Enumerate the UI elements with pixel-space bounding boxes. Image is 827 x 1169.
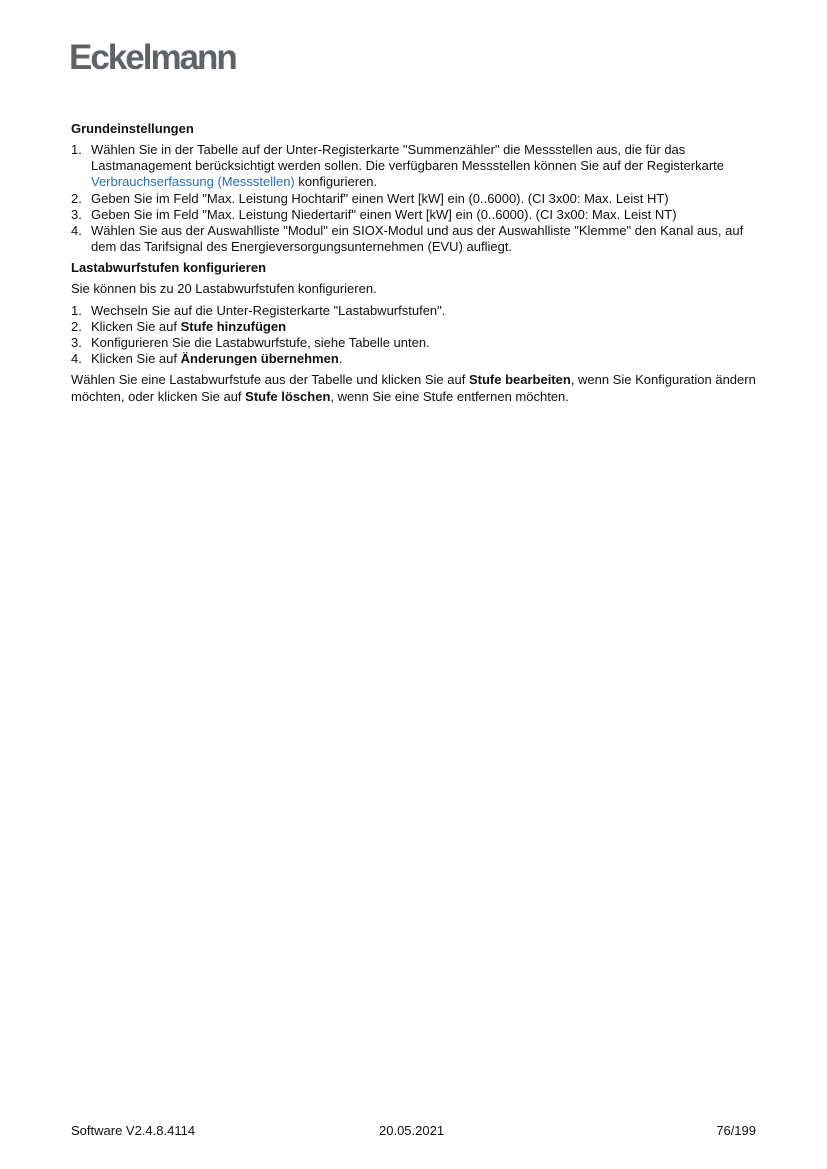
document-body [71, 121, 761, 410]
stufe-loeschen-label: Stufe löschen [245, 388, 331, 404]
section-heading-lastabwurfstufen: Lastabwurfstufen konfigurieren [71, 260, 267, 276]
section-heading-grundeinstellungen: Grundeinstellungen [71, 121, 194, 136]
stufe-hinzufuegen-label: Stufe hinzufügen [180, 318, 287, 334]
list-item [71, 351, 761, 367]
aenderungen-uebernehmen-label: Änderungen übernehmen [180, 351, 339, 367]
step-text: Klicken Sie auf [91, 318, 181, 334]
list-item [71, 191, 761, 207]
list-number: 4. [71, 223, 82, 239]
closing-text: Wählen Sie eine Lastabwurfstufe aus der Tabelle und klicken Sie auf [71, 372, 469, 388]
closing-paragraph [71, 372, 761, 404]
step-text: . [338, 351, 343, 367]
list-item [71, 207, 761, 223]
step-text: Wechseln Sie auf die Unter-Registerkarte "Lastabwurfstufen". [91, 302, 446, 318]
list-number: 4. [71, 351, 82, 367]
list-number: 3. [71, 335, 82, 351]
list-item [71, 319, 761, 335]
eckelmann-logo: Eckelmann [69, 38, 236, 77]
footer-date: 20.05.2021 [379, 1123, 445, 1138]
list-item [71, 335, 761, 351]
closing-text: , wenn Sie Konfiguration ändern möchten, oder klicken Sie auf [71, 372, 756, 404]
step-text: konfigurieren. [294, 174, 378, 190]
list-item [71, 142, 761, 191]
list-number: 3. [71, 206, 82, 222]
list-number: 1. [71, 142, 82, 157]
stufe-bearbeiten-label: Stufe bearbeiten [468, 372, 571, 388]
step-text: Wählen Sie aus der Auswahlliste "Modul" ein SIOX-Modul und aus der Auswahlliste "Klemme" den Kanal aus, auf dem das Tarifsignal des Energieversorgungsunternehmen (EVU) aufliegt. [91, 223, 744, 255]
step-text: Geben Sie im Feld "Max. Leistung Niedertarif" einen Wert [kW] ein (0..6000). (CI 3x00: Max. Leist NT) [91, 206, 677, 222]
section-intro: Sie können bis zu 20 Lastabwurfstufen konfigurieren. [71, 281, 377, 297]
grundeinstellungen-steps [71, 142, 761, 255]
list-number: 2. [71, 318, 82, 334]
step-text: Klicken Sie auf [91, 351, 181, 367]
list-number: 1. [71, 302, 82, 318]
verbrauchserfassung-link[interactable]: Verbrauchserfassung (Messstellen) [91, 174, 295, 190]
step-text: Wählen Sie in der Tabelle auf der Unter-Registerkarte "Summenzähler" die Messstellen aus, die für das Lastmanagement berücksichtigt werden sollen. Die verfügbaren Messstellen können Sie auf der Registerkarte [91, 142, 725, 174]
footer-page-number: 76/199 [716, 1123, 756, 1138]
lastabwurfstufen-steps [71, 303, 761, 368]
step-text: Konfigurieren Sie die Lastabwurfstufe, siehe Tabelle unten. [91, 335, 430, 351]
list-number: 2. [71, 190, 82, 206]
closing-text: , wenn Sie eine Stufe entfernen möchten. [330, 388, 569, 404]
footer-software-version: Software V2.4.8.4114 [71, 1123, 196, 1138]
step-text: Geben Sie im Feld "Max. Leistung Hochtarif" einen Wert [kW] ein (0..6000). (CI 3x00: Max. Leist HT) [91, 190, 669, 206]
list-item [71, 223, 761, 255]
list-item [71, 303, 761, 319]
